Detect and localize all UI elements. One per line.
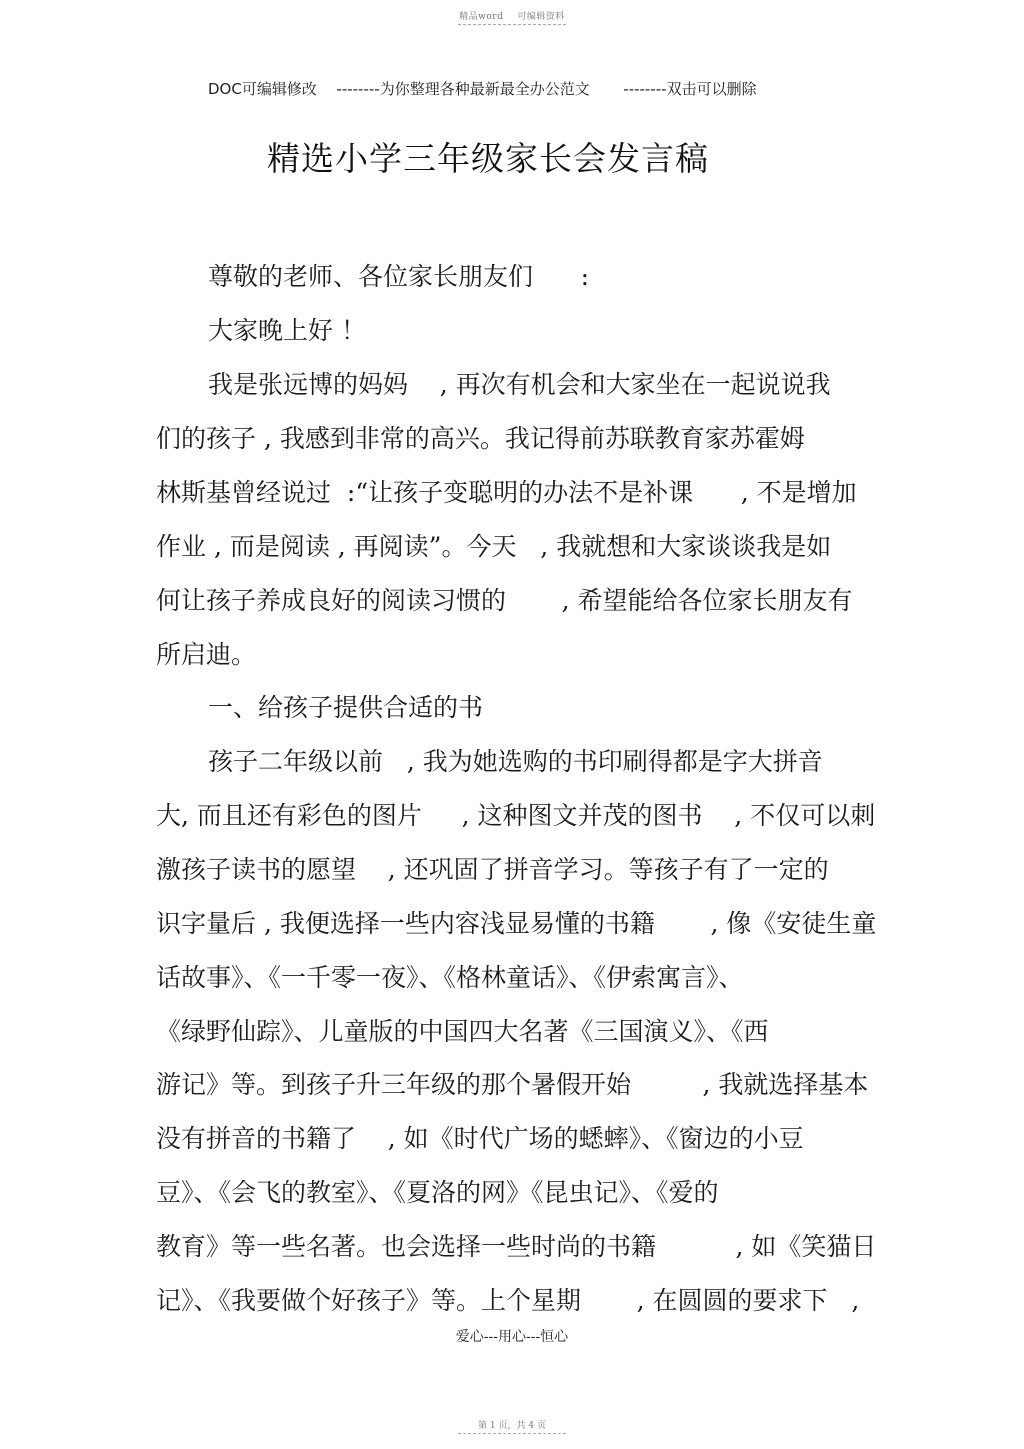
paragraph-line: 《绿野仙踪》、儿童版的中国四大名著《三国演义》、《西: [156, 1017, 769, 1046]
paragraph-line: 孩子二年级以前 , 我为她选购的书印刷得都是字大拼音: [208, 747, 823, 776]
paragraph-line: 我是张远博的妈妈 , 再次有机会和大家坐在一起说说我: [208, 370, 831, 399]
paragraph-line: 记》、《我要做个好孩子》等。上个星期 , 在圆圆的要求下 ,: [156, 1286, 860, 1315]
paragraph-line: 大, 而且还有彩色的图片 , 这种图文并茂的图书 , 不仅可以刺: [156, 801, 876, 830]
paragraph-line: 何让孩子养成良好的阅读习惯的 , 希望能给各位家长朋友有: [156, 586, 853, 615]
page-header: [0, 9, 1024, 22]
banner-part1: DOC可编辑修改: [208, 80, 317, 98]
paragraph-line: 游记》等。到孩子升三年级的那个暑假开始 , 我就选择基本: [156, 1070, 869, 1099]
paragraph-line: 林斯基曾经说过 :“让孩子变聪明的办法不是补课 , 不是增加: [156, 478, 857, 507]
paragraph-line: 所启迪。: [156, 640, 257, 669]
paragraph-line: 识字量后 , 我便选择一些内容浅显易懂的书籍 , 像《安徒生童: [156, 909, 877, 938]
banner: [208, 78, 808, 99]
header-right: 可编辑资料: [517, 12, 565, 22]
section-heading: 一、给孩子提供合适的书: [208, 693, 484, 722]
banner-part2: --------为你整理各种最新最全办公范文: [336, 80, 590, 98]
paragraph-line: 大家晚上好 ！: [208, 316, 366, 345]
paragraph-line: 们的孩子 , 我感到非常的高兴。我记得前苏联教育家苏霍姆: [156, 424, 805, 453]
paragraph-line: 话故事》、《一千零一夜》、《格林童话》、《伊索寓言》、: [156, 963, 744, 992]
page-number: 第 1 页，共 4 页: [478, 1421, 546, 1431]
paragraph-line: 激孩子读书的愿望 , 还巩固了拼音学习。等孩子有了一定的: [156, 855, 829, 884]
header-divider: [458, 24, 566, 25]
document-title: 精选小学三年级家长会发言稿: [267, 139, 709, 178]
banner-part3: --------双击可以删除: [623, 80, 757, 98]
paragraph-line: 尊敬的老师、各位家长朋友们 :: [208, 262, 590, 291]
paragraph-line: 作业 , 而是阅读 , 再阅读”。今天 , 我就想和大家谈谈我是如: [156, 532, 832, 561]
footer-divider: [458, 1433, 566, 1434]
paragraph-line: 没有拼音的书籍了 , 如《时代广场的蟋蟀》、《窗边的小豆: [156, 1124, 804, 1153]
footer-motto: 爱心---用心---恒心: [455, 1329, 569, 1345]
header-left: 精品word: [459, 12, 504, 22]
paragraph-line: 教育》等一些名著。也会选择一些时尚的书籍 , 如《笑猫日: [156, 1232, 877, 1261]
paragraph-line: 豆》、《会飞的教室》、《夏洛的网》《昆虫记》、《爱的: [156, 1178, 719, 1207]
